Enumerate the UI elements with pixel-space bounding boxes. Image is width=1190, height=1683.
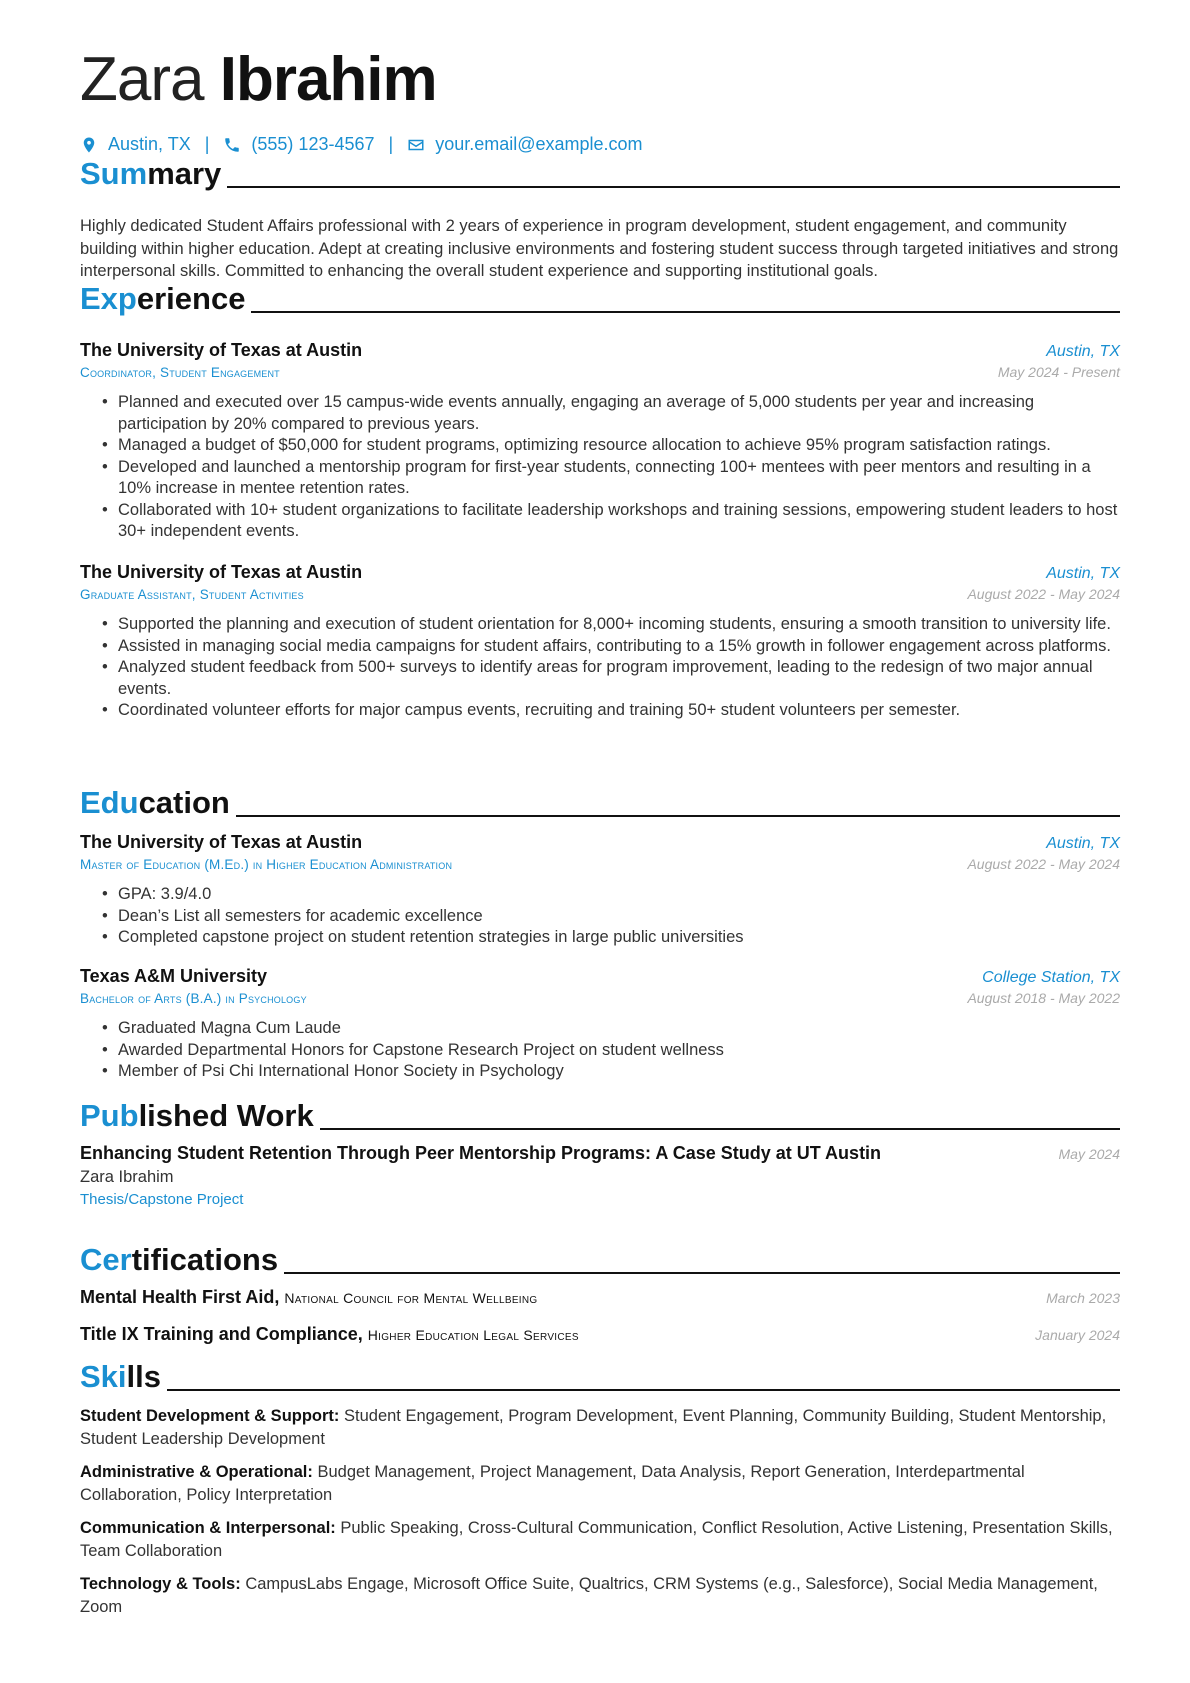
skill-group (80, 1461, 1120, 1506)
entry-role: Graduate Assistant, Student Activities (80, 587, 304, 602)
contact-email[interactable] (407, 134, 642, 155)
phone-icon (223, 136, 241, 154)
map-pin-icon (80, 136, 98, 154)
heading-rule (284, 1272, 1120, 1274)
bullet-item: • Coordinated volunteer efforts for major campus events, recruiting and training 50+ student volunteers per semester. (118, 700, 1120, 722)
skill-items: Public Speaking, Cross-Cultural Communication, Conflict Resolution, Active Listening, Presentation Skills, Team Collaboration (80, 1519, 1113, 1560)
skill-category: Technology & Tools: (80, 1575, 241, 1593)
skill-items: Budget Management, Project Management, Data Analysis, Report Generation, Interdepartmental Collaboration, Policy Interpretation (80, 1463, 1025, 1504)
bullet-item: • Assisted in managing social media campaigns for student affairs, contributing to a 15% growth in follower engagement across platforms. (118, 636, 1120, 658)
certification-name: Mental Health First Aid (80, 1287, 275, 1307)
bullet-item: • Analyzed student feedback from 500+ surveys to identify areas for program improvement, leading to the redesign of two major annual events. (118, 657, 1120, 700)
contact-location (80, 134, 191, 155)
experience-entry (80, 562, 1120, 722)
bullet-item: • Collaborated with 10+ student organizations to facilitate leadership workshops and training sessions, empowering student leaders to host 30+ independent events. (118, 500, 1120, 543)
entry-organization: Texas A&M University (80, 966, 268, 986)
section-heading-experience (80, 281, 1120, 317)
entry-location: Austin, TX (1046, 565, 1120, 582)
heading-rule (167, 1389, 1120, 1391)
bullet-item: • GPA: 3.9/4.0 (118, 884, 1120, 906)
skill-items: Student Engagement, Program Development, Event Planning, Community Building, Student Mentorship, Student Leadership Development (80, 1407, 1107, 1448)
certification-date: March 2023 (1046, 1290, 1120, 1306)
experience-entry (80, 340, 1120, 543)
heading-rest: mary (147, 156, 222, 191)
entry-location: College Station, TX (982, 969, 1120, 986)
heading-rest: lished Work (138, 1098, 314, 1133)
section-heading-skills (80, 1359, 1120, 1395)
heading-accent: Pub (80, 1098, 139, 1133)
publication-type: Thesis/Capstone Project (80, 1191, 244, 1208)
entry-date: May 2024 - Present (997, 364, 1120, 380)
section-heading-certifications (80, 1242, 1120, 1278)
certification-name: Title IX Training and Compliance (80, 1324, 358, 1344)
heading-rule (320, 1128, 1120, 1130)
section-heading-education (80, 785, 1120, 821)
heading-rule (227, 186, 1120, 188)
summary-text: Highly dedicated Student Affairs professional with 2 years of experience in program development, student engagement, and community building within higher education. Adept at creating inclusive environments and fostering student success through targeted initiatives and strong interpersonal skills. Committed to enhancing the overall student experience and supporting institutional goals. (80, 217, 1119, 280)
entry-degree: Bachelor of Arts (B.A.) in Psychology (80, 991, 307, 1006)
skill-category: Administrative & Operational: (80, 1463, 313, 1481)
bullet-list (80, 1018, 1120, 1083)
entry-organization: The University of Texas at Austin (80, 562, 363, 582)
contact-phone[interactable] (223, 134, 374, 155)
section-heading-published-work (80, 1098, 1120, 1134)
bullet-list (80, 884, 1120, 949)
skill-category: Student Development & Support: (80, 1407, 340, 1425)
entry-organization: The University of Texas at Austin (80, 832, 363, 852)
education-entry (80, 832, 1120, 949)
envelope-icon (407, 136, 425, 154)
heading-rule (251, 311, 1120, 313)
skill-group (80, 1517, 1120, 1562)
bullet-item: • Awarded Departmental Honors for Capstone Research Project on student wellness (118, 1040, 1120, 1062)
skill-category: Communication & Interpersonal: (80, 1519, 336, 1537)
bullet-item: • Planned and executed over 15 campus-wide events annually, engaging an average of 5,000 students per year and increasing participation by 20% compared to previous years. (118, 392, 1120, 435)
entry-organization: The University of Texas at Austin (80, 340, 363, 360)
heading-rule (236, 815, 1120, 817)
entry-location: Austin, TX (1046, 835, 1120, 852)
heading-accent: Cer (80, 1242, 132, 1277)
certification-issuer: National Council for Mental Wellbeing (284, 1290, 538, 1306)
entry-role: Coordinator, Student Engagement (80, 365, 280, 380)
candidate-name (80, 40, 437, 120)
entry-date: August 2022 - May 2024 (967, 856, 1120, 872)
bullet-item: • Graduated Magna Cum Laude (118, 1018, 1120, 1040)
certification-entry: Title IX Training and Compliance, Higher Education Legal Services January 2024 (80, 1324, 1120, 1344)
bullet-list (80, 614, 1120, 722)
contact-separator: | (388, 134, 394, 154)
heading-accent: Ski (80, 1359, 127, 1394)
publication-date: May 2024 (1058, 1146, 1120, 1162)
last-name: Ibrahim (219, 45, 437, 114)
publication-author: Zara Ibrahim (80, 1168, 174, 1186)
heading-rest: cation (138, 785, 230, 820)
bullet-item: • Managed a budget of $50,000 for student programs, optimizing resource allocation to achieve 95% program satisfaction ratings. (118, 435, 1120, 457)
email-text: your.email@example.com (435, 134, 643, 154)
skill-items: CampusLabs Engage, Microsoft Office Suite, Qualtrics, CRM Systems (e.g., Salesforce), Social Media Management, Zoom (80, 1575, 1098, 1616)
certification-issuer: Higher Education Legal Services (367, 1327, 579, 1343)
publication-entry (80, 1143, 1120, 1208)
entry-location: Austin, TX (1046, 343, 1120, 360)
publication-title: Enhancing Student Retention Through Peer Mentorship Programs: A Case Study at UT Austin (80, 1143, 882, 1163)
entry-degree: Master of Education (M.Ed.) in Higher Education Administration (80, 857, 453, 872)
heading-accent: Sum (80, 156, 148, 191)
certification-date: January 2024 (1035, 1327, 1120, 1343)
bullet-item: • Completed capstone project on student retention strategies in large public universities (118, 927, 1120, 949)
bullet-item: • Member of Psi Chi International Honor Society in Psychology (118, 1061, 1120, 1083)
bullet-list (80, 392, 1120, 543)
skill-group (80, 1405, 1120, 1450)
section-heading-summary (80, 156, 1120, 192)
contact-bar (80, 134, 643, 155)
skill-group (80, 1573, 1120, 1618)
first-name: Zara (80, 45, 204, 114)
education-entry (80, 966, 1120, 1083)
location-text: Austin, TX (108, 134, 191, 154)
bullet-item: • Supported the planning and execution of student orientation for 8,000+ incoming students, ensuring a smooth transition to university life. (118, 614, 1120, 636)
heading-rest: erience (136, 281, 246, 316)
bullet-item: • Developed and launched a mentorship program for first-year students, connecting 100+ mentees with peer mentors and resulting in a 10% increase in mentee retention rates. (118, 457, 1120, 500)
entry-date: August 2022 - May 2024 (967, 586, 1120, 602)
bullet-item: • Dean’s List all semesters for academic excellence (118, 906, 1120, 928)
heading-accent: Edu (80, 785, 139, 820)
heading-rest: tifications (131, 1242, 279, 1277)
heading-accent: Exp (80, 281, 137, 316)
certification-entry: Mental Health First Aid, National Council for Mental Wellbeing March 2023 (80, 1287, 1120, 1307)
phone-text: (555) 123-4567 (251, 134, 375, 154)
contact-separator: | (204, 134, 210, 154)
heading-rest: lls (126, 1359, 161, 1394)
entry-date: August 2018 - May 2022 (967, 990, 1120, 1006)
